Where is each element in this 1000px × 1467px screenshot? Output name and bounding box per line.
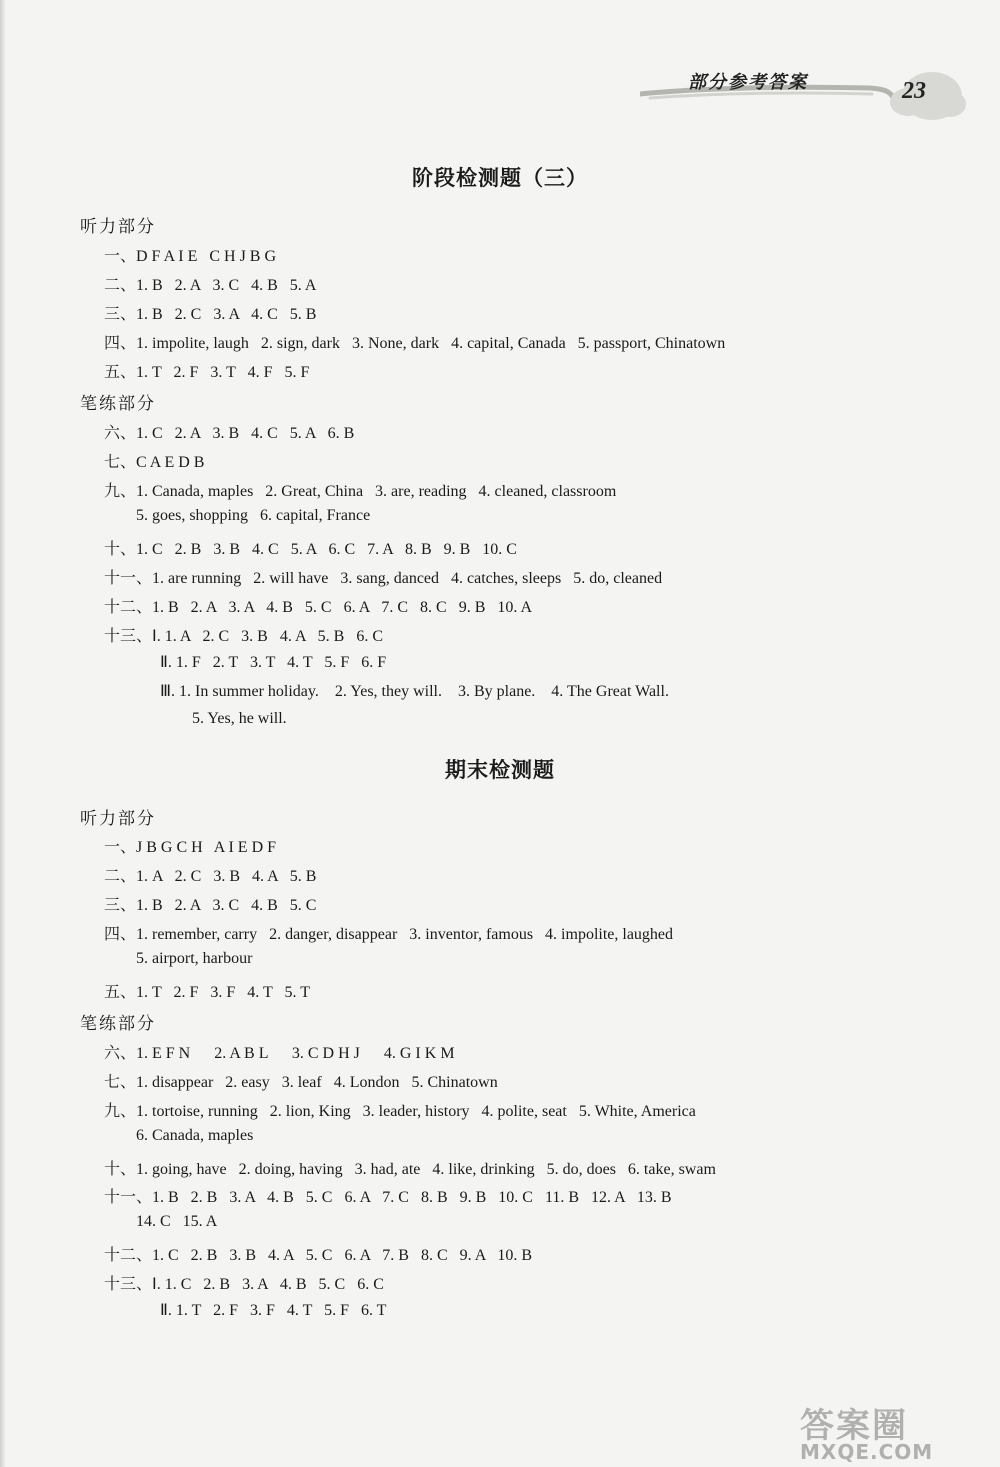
- answer-line: 五、1. T 2. F 3. F 4. T 5. T: [104, 984, 310, 1001]
- answer-line: 十一、1. B 2. B 3. A 4. B 5. C 6. A 7. C 8. B 9. B 10. C 11. B 12. A 13. B: [104, 1189, 672, 1206]
- listening-subhead: 听力部分: [80, 809, 156, 829]
- answer-line: 十、1. C 2. B 3. B 4. C 5. A 6. C 7. A 8. B 9. B 10. C: [104, 541, 517, 558]
- watermark-logo: [790, 1398, 990, 1464]
- answer-line: 十三、Ⅰ. 1. C 2. B 3. A 4. B 5. C 6. C: [104, 1276, 384, 1293]
- answer-line: 七、C A E D B: [104, 454, 205, 471]
- writing-subhead: 笔练部分: [80, 394, 156, 414]
- answer-line: 九、1. tortoise, running 2. lion, King 3. leader, history 4. polite, seat 5. White, America: [104, 1103, 696, 1120]
- answer-line: 六、1. C 2. A 3. B 4. C 5. A 6. B: [104, 425, 355, 442]
- answer-line: 十二、1. C 2. B 3. B 4. A 5. C 6. A 7. B 8. C 9. A 10. B: [104, 1247, 533, 1264]
- answer-line: 十一、1. are running 2. will have 3. sang, danced 4. catches, sleeps 5. do, cleaned: [104, 570, 663, 587]
- answer-line: 14. C 15. A: [136, 1213, 218, 1230]
- answer-line: 十三、Ⅰ. 1. A 2. C 3. B 4. A 5. B 6. C: [104, 628, 383, 645]
- answer-line: 三、1. B 2. C 3. A 4. C 5. B: [104, 306, 317, 323]
- answer-line: 三、1. B 2. A 3. C 4. B 5. C: [104, 897, 317, 914]
- answer-line: 5. Yes, he will.: [192, 710, 287, 727]
- answer-line: 四、1. remember, carry 2. danger, disappear 3. inventor, famous 4. impolite, laughed: [104, 926, 674, 943]
- answer-line: 二、1. A 2. C 3. B 4. A 5. B: [104, 868, 317, 885]
- watermark-main-text: 答案圈: [800, 1406, 908, 1446]
- answer-line: 七、1. disappear 2. easy 3. leaf 4. London 5. Chinatown: [104, 1074, 498, 1091]
- answer-line: 6. Canada, maples: [136, 1127, 254, 1144]
- answer-line: 5. goes, shopping 6. capital, France: [136, 507, 371, 524]
- answer-line: 四、1. impolite, laugh 2. sign, dark 3. None, dark 4. capital, Canada 5. passport, Chinatown: [104, 335, 726, 352]
- answer-line: 5. airport, harbour: [136, 950, 253, 967]
- page-edge-shadow: [0, 0, 6, 1467]
- watermark-site-text: MXQE.COM: [800, 1440, 934, 1464]
- answer-line: 一、J B G C H A I E D F: [104, 839, 277, 856]
- header-title: 部分参考答案: [688, 72, 808, 93]
- answer-line: 二、1. B 2. A 3. C 4. B 5. A: [104, 277, 317, 294]
- answer-line: 十、1. going, have 2. doing, having 3. had, ate 4. like, drinking 5. do, does 6. take, swam: [104, 1161, 716, 1178]
- listening-subhead: 听力部分: [80, 217, 156, 237]
- answer-line: 十二、1. B 2. A 3. A 4. B 5. C 6. A 7. C 8. C 9. B 10. A: [104, 599, 533, 616]
- section-title: 阶段检测题（三）: [412, 166, 588, 190]
- answer-line: Ⅲ. 1. In summer holiday. 2. Yes, they will. 3. By plane. 4. The Great Wall.: [160, 683, 669, 700]
- answer-line: 一、D F A I E C H J B G: [104, 248, 277, 265]
- writing-subhead: 笔练部分: [80, 1014, 156, 1034]
- page-number: 23: [902, 78, 926, 104]
- answer-line: 五、1. T 2. F 3. T 4. F 5. F: [104, 364, 310, 381]
- answer-line: 九、1. Canada, maples 2. Great, China 3. are, reading 4. cleaned, classroom: [104, 483, 617, 500]
- answer-line: 六、1. E F N 2. A B L 3. C D H J 4. G I K M: [104, 1045, 455, 1062]
- page-header: [640, 58, 970, 128]
- section-title: 期末检测题: [445, 758, 555, 782]
- answer-line: Ⅱ. 1. F 2. T 3. T 4. T 5. F 6. F: [160, 654, 387, 671]
- answer-line: Ⅱ. 1. T 2. F 3. F 4. T 5. F 6. T: [160, 1302, 387, 1319]
